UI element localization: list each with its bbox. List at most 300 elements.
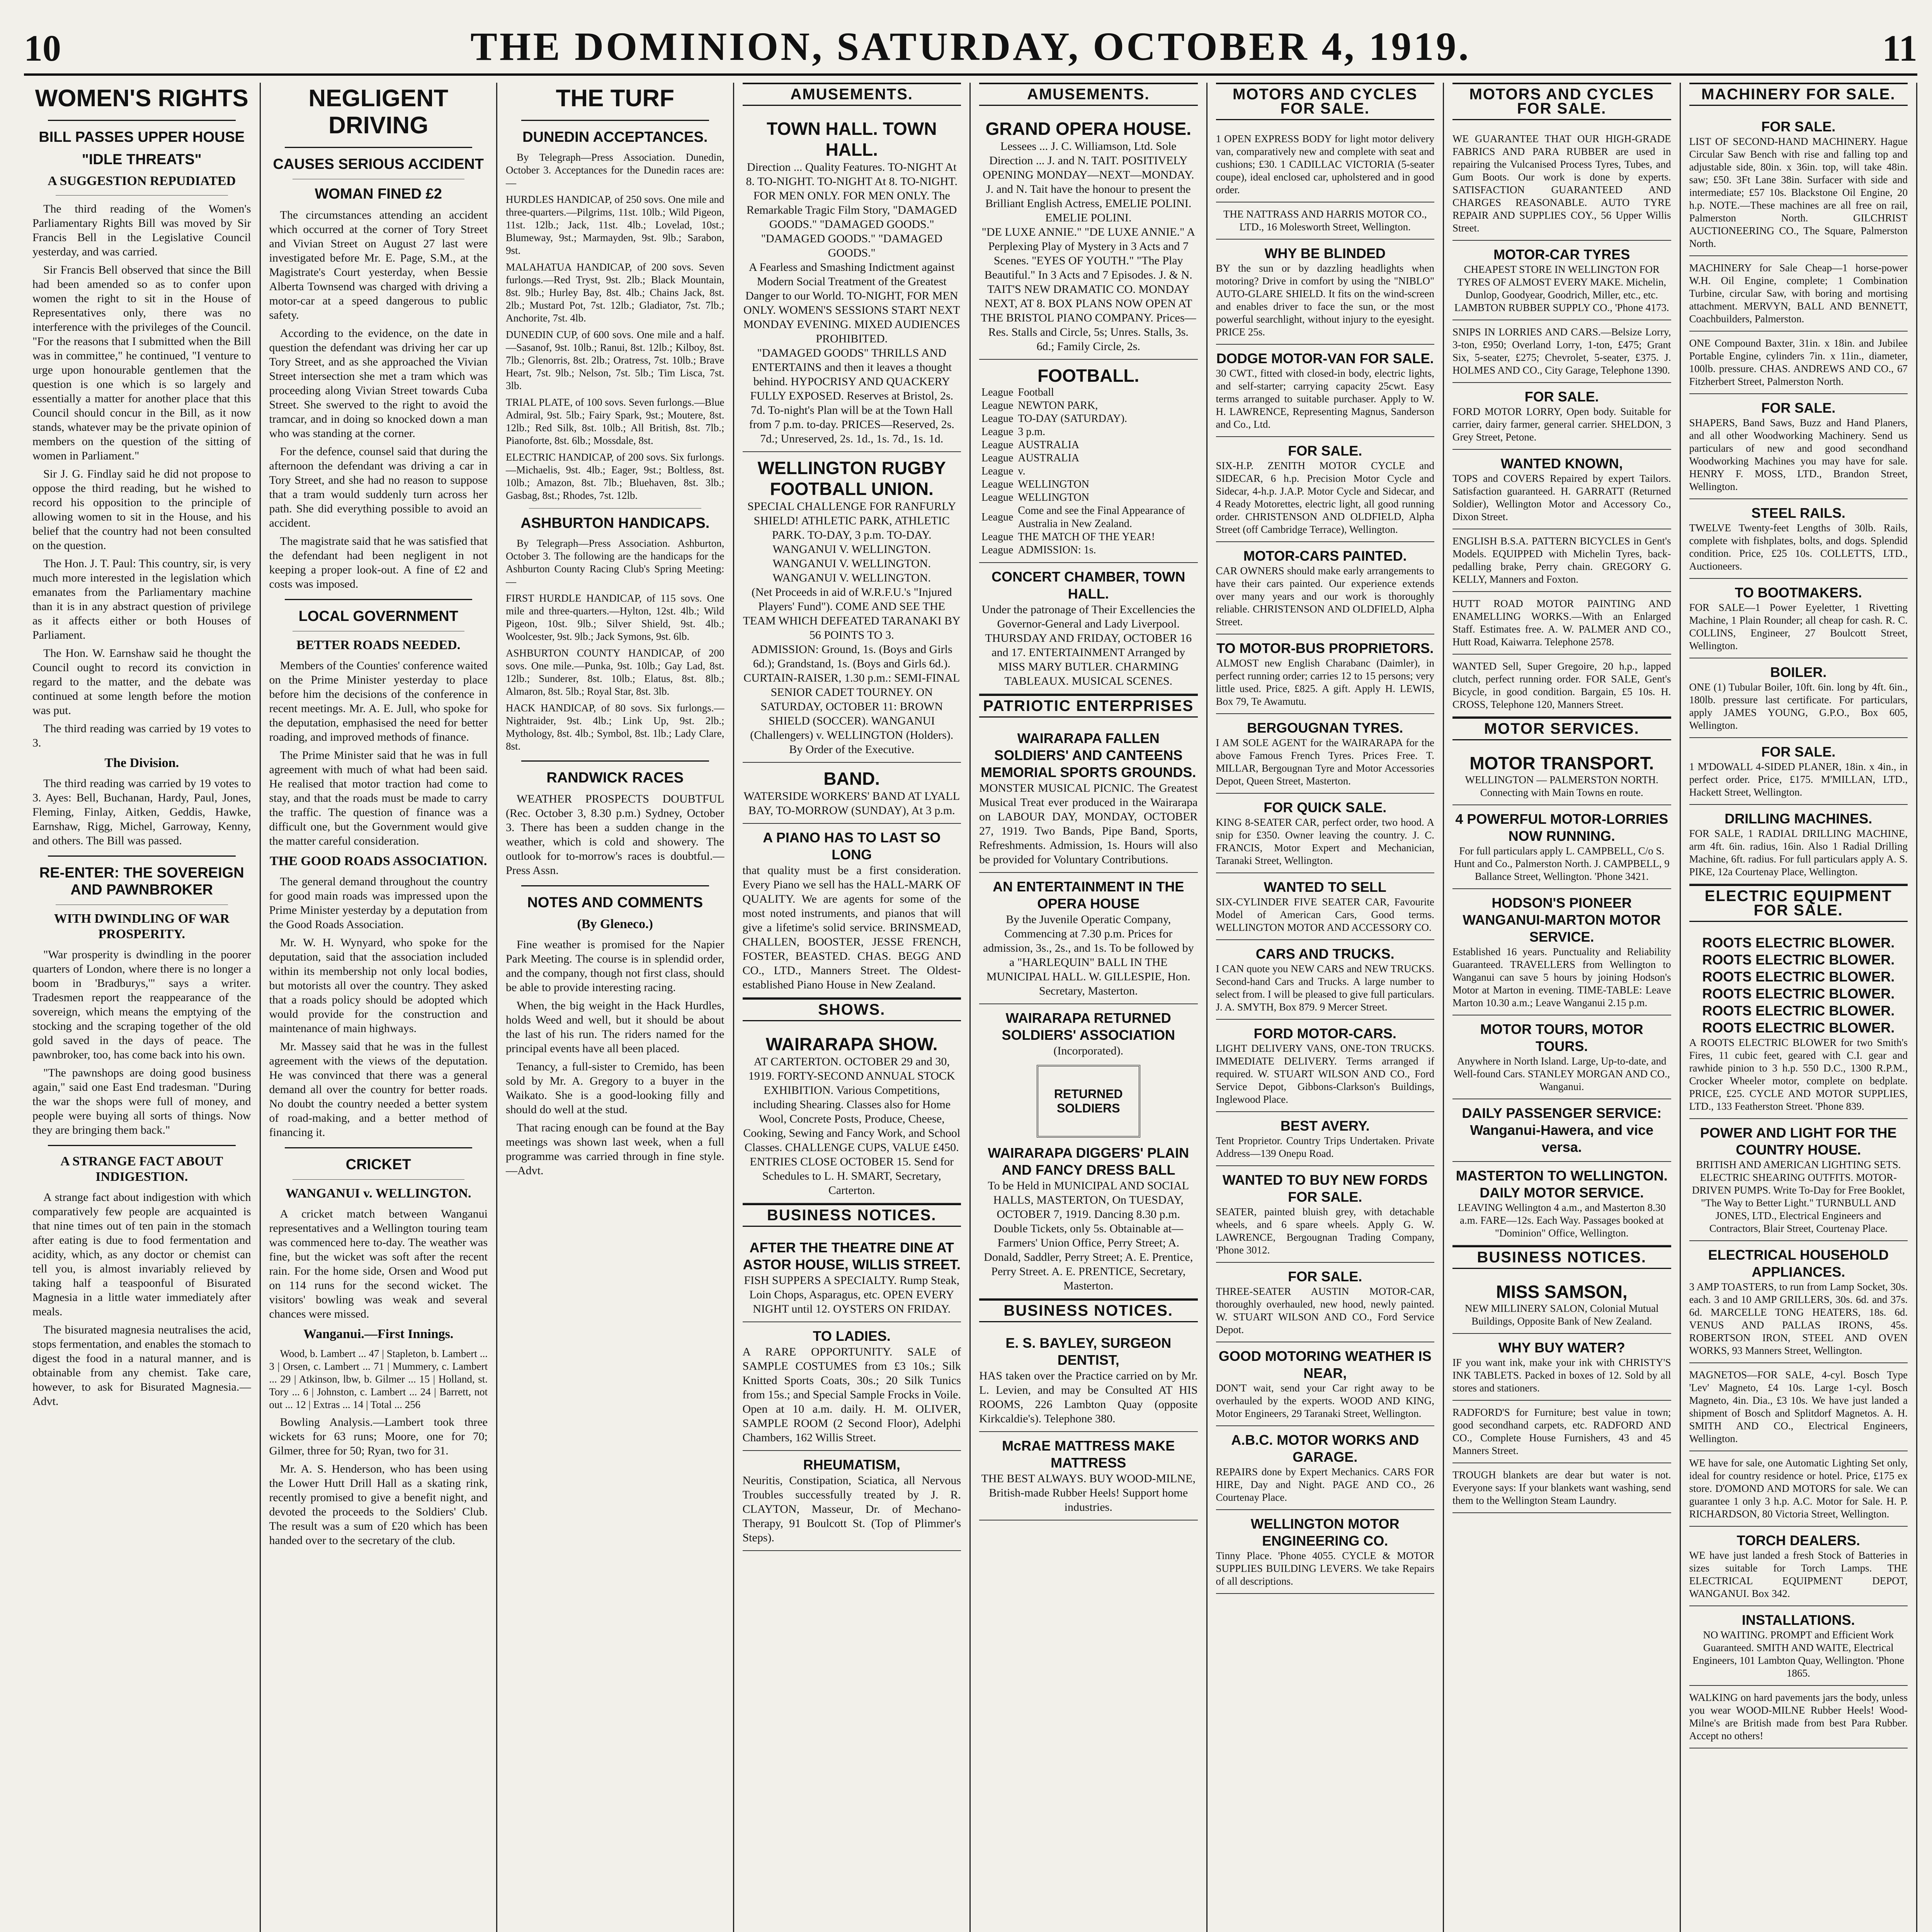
classified-ad: MAGNETOS—FOR SALE, 4-cyl. Bosch Type 'Lev' Magneto, £4 10s. Large 1-cyl. Bosch Magneto, 4in. Dia., £3 10s. We have just landed a shipment of Bosch and Splitdorf Magnetos. A. H. SMITH AND CO., Electrical Engineers, Wellington. — [1689, 1363, 1908, 1451]
article-paragraph: The circumstances attending an accident which occurred at the corner of Tory Street and Vivian Street on August 27 last were investigated before Mr. E. Page, S.M., at the Magistrate's Court yesterday, when Bessie Alberta Townsend was charged with driving a motor-car at a speed dangerous to public safety. — [269, 209, 488, 321]
classified-ad: HUTT ROAD MOTOR PAINTING AND ENAMELLING WORKS.—With an Enlarged Staff. Estimates free. A. W. PALMER AND CO., Hutt Road, Kaiwarra. Telephone 2578. — [1452, 592, 1671, 655]
blower-line: ROOTS ELECTRIC BLOWER. — [1702, 969, 1895, 985]
ad-title: TO MOTOR-BUS PROPRIETORS. — [1216, 640, 1434, 656]
ad-title: CONCERT CHAMBER, TOWN HALL. — [992, 569, 1185, 602]
ad-body: SEATER, painted bluish grey, with detachable wheels, and 6 spare wheels. Apply G. W. LAWRENCE, Bergougnan Trading Company, 'Phone 3012. — [1216, 1206, 1434, 1256]
ad-title: STEEL RAILS. — [1751, 505, 1845, 521]
article-paragraph: The third reading was carried by 19 votes to 3. — [32, 722, 251, 749]
subheading: ASHBURTON HANDICAPS. — [520, 515, 710, 531]
ad-title: POWER AND LIGHT FOR THE COUNTRY HOUSE. — [1700, 1125, 1897, 1158]
article-paragraph: By Telegraph—Press Association. Ashburton, October 3. The following are the handicaps for the Ashburton County Racing Club's Spring Meeting:— — [506, 537, 724, 587]
ad-title: MISS SAMSON, — [1496, 1282, 1628, 1302]
article-paragraph: The magistrate said that he was satisfied that the defendant had been negligent in not keeping a proper look-out. A fine of £2 and costs was imposed. — [269, 535, 488, 590]
article-paragraph: The bisurated magnesia neutralises the acid, stops fermentation, and enables the stomach to digest the food in a natural manner, and is obtainable from any chemist. Take care, however, to ask for Bisurated Magnesia.—Advt. — [32, 1323, 251, 1408]
league-cell: v. — [1018, 465, 1026, 477]
league-row — [979, 425, 1198, 439]
ad-title: FOR SALE. — [1761, 119, 1836, 134]
ad-body: Established 16 years. Punctuality and Reliability Guaranteed. TRAVELLERS from Wellington to Wanganui can save 5 hours by joining Hodson's Motor at Marton in evening. TIME-TABLE: Leave Marton 10.30 a.m.; Leave Wanganui 2.15 p.m. — [1452, 946, 1671, 1009]
classified-ad — [1452, 805, 1671, 889]
classified-ad — [1452, 747, 1671, 805]
rule — [521, 120, 709, 121]
ad-band — [743, 763, 961, 824]
ad-title: BOILER. — [1770, 664, 1827, 680]
headline-negligent-driving: NEGLIGENT DRIVING — [308, 85, 449, 139]
ad-astor-house — [743, 1234, 961, 1322]
section-header-business-notices: BUSINESS NOTICES. — [979, 1299, 1198, 1322]
classified-ad — [1452, 1334, 1671, 1401]
classified-ad — [1216, 1510, 1435, 1594]
article-paragraph: Bowling Analysis.—Lambert took three wickets for 63 runs; Moore, one for 70; Gilmer, three for 50; Ryan, two for 31. — [269, 1416, 488, 1457]
ad-body: SPECIAL CHALLENGE FOR RANFURLY SHIELD! ATHLETIC PARK, ATHLETIC PARK. TO-DAY, 3 p.m. TO-DAY. WANGANUI V. WELLINGTON. WANGANUI V. WELLINGTON. WANGANUI V. WELLINGTON. — [747, 500, 956, 584]
ad-opera-entertainment — [979, 873, 1198, 1004]
ad-body: FOR SALE, 1 RADIAL DRILLING MACHINE, arm 4ft. 6in. radius, 16in. Also 1 Radial Drilling Machine, 6ft. radius. For full particulars apply A. S. PIKE, 12a Courtenay Place, Wellington. — [1689, 828, 1908, 878]
classified-ad: WALKING on hard pavements jars the body, unless you wear WOOD-MILNE Rubber Heels! Wood-Milne's are British made from best Para Rubber. Accept no others! — [1689, 1686, 1908, 1748]
classified-ad — [1452, 889, 1671, 1015]
ad-title: HODSON'S PIONEER WANGANUI-MARTON MOTOR SERVICE. — [1463, 895, 1661, 945]
ad-title: MOTOR TRANSPORT. — [1469, 753, 1654, 773]
league-cell: League — [981, 465, 1014, 477]
ad-wairarapa-show — [743, 1028, 961, 1204]
ad-title: TO LADIES. — [813, 1328, 891, 1344]
blower-line: ROOTS ELECTRIC BLOWER. — [1702, 952, 1895, 968]
ad-returned-soldiers — [979, 1004, 1198, 1299]
crest-emblem-icon: RETURNED SOLDIERS — [1037, 1065, 1140, 1138]
ad-body: SIX-CYLINDER FIVE SEATER CAR, Favourite Model of American Cars, Good terms. WELLINGTON MOTOR AND ACCESSORY CO. — [1216, 896, 1434, 933]
ad-title: A.B.C. MOTOR WORKS AND GARAGE. — [1231, 1432, 1419, 1465]
article-paragraph: Members of the Counties' conference waited on the Prime Minister yesterday to place before him the decisions of the conference in recent meetings. Mr. A. E. Jull, who spoke for the deputation, emphasised the need for better roading, and improved methods of finance. — [269, 659, 488, 743]
league-cell: Football — [1018, 386, 1054, 398]
article-paragraph: By Telegraph—Press Association. Dunedin, October 3. Acceptances for the Dunedin races are:— — [506, 151, 724, 189]
article-paragraph: The Hon. W. Earnshaw said he thought the Council ought to record its conviction in regard to the matter, and the debate was continued at some length before the motion was put. — [32, 647, 251, 717]
subheading: DUNEDIN ACCEPTANCES. — [522, 129, 708, 145]
ad-piano — [743, 824, 961, 998]
ad-body: ADMISSION: Ground, 1s. (Boys and Girls 6d.); Grandstand, 1s. (Boys and Girls 6d.). CURTAIN-RAISER, 1.30 p.m.: SEMI-FINAL SENIOR CADET TOURNEY. ON SATURDAY, OCTOBER 11: BROWN SHIELD (SOCCER). WANGANUI (Challengers) v. WELLINGTON (Holders). By Order of the Executive. — [743, 643, 960, 756]
article-paragraph: Mr. Massey said that he was in the fullest agreement with the views of the deputation. He was convinced that there was a general demand all over the country for better roads. No doubt the country needed a better system of road-making, and a better method of financing it. — [269, 1040, 488, 1139]
ad-body: CHEAPEST STORE IN WELLINGTON FOR TYRES OF ALMOST EVERY MAKE. Michelin, Dunlop, Goodyear, Goodrich, Miller, etc., etc. LAMBTON RUBBER SUPPLY CO., 'Phone 4173. — [1454, 264, 1669, 313]
classified-ad — [1689, 738, 1908, 805]
ad-title: TOWN HALL. TOWN HALL. — [767, 119, 937, 160]
ad-body: WE have just landed a fresh Stock of Batteries in sizes suitable for Torch Lamps. THE ELECTRICAL EQUIPMENT DEPOT, WANGANUI. Box 342. — [1689, 1549, 1908, 1599]
rule — [521, 760, 709, 762]
ad-title: TORCH DEALERS. — [1736, 1532, 1860, 1548]
ad-title: WELLINGTON RUGBY FOOTBALL UNION. — [757, 458, 946, 499]
classified-ad — [1689, 499, 1908, 579]
ad-title: FOR SALE. — [1761, 400, 1836, 416]
headline-local-government: LOCAL GOVERNMENT — [298, 608, 458, 624]
ad-body: For full particulars apply L. CAMPBELL, C/o S. Hunt and Co., Palmerston North. J. CAMPBELL, 9 Ballance Street, Wellington. 'Phone 3421. — [1454, 845, 1670, 882]
ad-dentist — [979, 1329, 1198, 1432]
ad-body: TWELVE Twenty-feet Lengths of 30lb. Rails, complete with fishplates, bolts, and dogs. Splendid condition. Price, £25 10s. COLLETTS, LTD., Auctioneers. — [1689, 522, 1908, 572]
league-cell: League — [981, 452, 1014, 464]
classified-ad: MACHINERY for Sale Cheap—1 horse-power W.H. Oil Engine, complete; 1 Combination Turbine, circular Saw, with boring and mortising attachment. MERVYN, BALL AND BENNETT, Coachbuilders, Palmerston. — [1689, 256, 1908, 332]
article-paragraph: "The pawnshops are doing good business again," said one East End tradesman. "During the war the shops were full of money, and people were buying all sorts of things. Now they are bringing them back." — [32, 1066, 251, 1136]
article-paragraph: Fine weather is promised for the Napier Park Meeting. The course is in splendid order, and the company, though not first class, should be able to provide interesting racing. — [506, 938, 724, 994]
ad-body: (Net Proceeds in aid of W.R.F.U.'s "Injured Players' Fund"). COME AND SEE THE TEAM WHICH DEFEATED TARANAKI BY 56 POINTS TO 3. — [743, 586, 961, 641]
subheading: WANGANUI v. WELLINGTON. — [285, 1186, 471, 1201]
ad-title: FORD MOTOR-CARS. — [1253, 1026, 1396, 1041]
ad-sports-grounds — [979, 724, 1198, 873]
ad-title: INSTALLATIONS. — [1742, 1612, 1855, 1628]
race-entry: MALAHATUA HANDICAP, of 200 sovs. Seven furlongs.—Red Tryst, 9st. 2lb.; Black Mountain, 8st. 9lb.; Hurley Bay, 8st. 4lb.; Chains Jack, 8st. 2lb.; Mustard Pot, 7st. 12lb.; Gladiator, 7st. 7lb.; Anchorite, 7st. 4lb. — [506, 261, 724, 324]
ad-body: SHAPERS, Band Saws, Buzz and Hand Planers, and all other Woodworking Machinery. Send us particulars of new and good secondhand Woodworking Machines you may have for sale. HENRY F. MOSS, LTD., Brandon Street, Wellington. — [1689, 417, 1908, 492]
race-entry: HACK HANDICAP, of 80 sovs. Six furlongs.—Nightraider, 9st. 4lb.; Link Up, 9st. 2lb.; Mythology, 8st. 4lb.; Symbol, 8st. 1lb.; Lady Clare, 8st. — [506, 702, 724, 752]
article-paragraph: A strange fact about indigestion with which comparatively few people are acquainted is that nine times out of ten pain in the stomach after eating is due to food fermentation and acidity, which, as any doctor or chemist can tell you, is almost invariably relieved by taking half a teaspoonful of Bisurated Magnesia in a little water immediately after meals. — [32, 1191, 251, 1318]
league-cell: League — [981, 544, 1014, 556]
ad-title: WHY BUY WATER? — [1498, 1340, 1625, 1355]
ad-body: I CAN quote you NEW CARS and NEW TRUCKS. Second-hand Cars and Trucks. A large number to select from. I will be pleased to give full particulars. J. A. SMYTH, Box 879. 9 Mercer Street. — [1216, 963, 1434, 1013]
ad-body: FISH SUPPERS A SPECIALTY. Rump Steak, Loin Chops, Asparagus, etc. OPEN EVERY NIGHT until 12. OYSTERS ON FRIDAY. — [744, 1274, 960, 1315]
ad-body: REPAIRS done by Expert Mechanics. CARS FOR HIRE, Day and Night. PAGE AND CO., 26 Courtenay Place. — [1216, 1466, 1434, 1503]
section-header-amusements: AMUSEMENTS. — [979, 83, 1198, 106]
classified-ad: 1 OPEN EXPRESS BODY for light motor delivery van, comparatively new and complete with seat and cushions; £30. 1 CADILLAC VICTORIA (5-seater coupe), ideal enclosed car, upholstered and in good order. — [1216, 127, 1435, 202]
league-cell: League — [981, 439, 1014, 451]
ad-body: "DAMAGED GOODS" THRILLS AND ENTERTAINS and then it leaves a thought behind. HYPOCRISY AND QUACKERY FULLY EXPOSED. Reserves at Bristol, 2s. 7d. To-night's Plan will be at the Town Hall from 7 p.m. to-day. PRICES—Reserved, 2s. 7d.; Unreserved, 2s. 1d., 1s. 7d., 1s. 1d. — [749, 347, 954, 445]
subheading: BETTER ROADS NEEDED. — [296, 638, 461, 652]
ad-title: TO BOOTMAKERS. — [1735, 585, 1862, 600]
ad-body: A Fearless and Smashing Indictment against Modern Social Treatment of the Greatest Danger to our World. TO-NIGHT, FOR MEN ONLY. WOMEN'S SESSIONS START NEXT MONDAY EVENING. MIXED AUDIENCES PROHIBITED. — [743, 261, 960, 345]
classified-ad — [1452, 383, 1671, 450]
classified-ad — [1216, 1166, 1435, 1263]
ad-subtitle: (Incorporated). — [1053, 1044, 1124, 1057]
section-header-patriotic: PATRIOTIC ENTERPRISES — [979, 694, 1198, 718]
subheading: THE GOOD ROADS ASSOCIATION. — [270, 854, 487, 868]
ad-body: ALMOST new English Charabanc (Daimler), in perfect running order; carries 12 to 15 persons; very little used. Price, £825. A gift. Apply H. LEWIS, Box 79, Te Awamutu. — [1216, 657, 1434, 707]
ad-mattress — [979, 1432, 1198, 1520]
classified-ad — [1452, 450, 1671, 529]
headline-randwick-races: RANDWICK RACES — [546, 770, 684, 786]
ad-body: 1 M'DOWALL 4-SIDED PLANER, 18in. x 4in., in perfect order. Price, £175. M'MILLAN, LTD., Hackett Street, Wellington. — [1689, 761, 1908, 798]
cricket-scores: Wood, b. Lambert ... 47 | Stapleton, b. Lambert ... 3 | Orsen, c. Lambert ... 71 | Mummery, c. Lambert ... 29 | Atkinson, lbw, b. Gilmer ... 15 | Holland, st. Tory ... 6 | Johnston, c. Lambert ... 24 | Barrett, not out ... 12 | Extras ... 14 | Total ... 256 — [269, 1348, 488, 1410]
race-entry: DUNEDIN CUP, of 600 sovs. One mile and a half.—Sasanof, 9st. 10lb.; Ranui, 8st. 12lb.; Kilboy, 8st. 7lb.; Glenorris, 8st. 2lb.; Oratress, 7st. 10lb.; Brave Heart, 7st. 9lb.; Nelson, 7st. 5lb.; Tim Lisca, 7st. 3lb. — [506, 329, 724, 391]
classified-ad: RADFORD'S for Furniture; best value in town; good secondhand carpets, etc. RADFORD AND CO., Complete House Furnishers, 43 and 45 Manners Street. — [1452, 1401, 1671, 1463]
classified-ad — [1689, 1241, 1908, 1363]
classified-ad — [1689, 1606, 1908, 1686]
ad-body: I AM SOLE AGENT for the WAIRARAPA for the above Famous French Tyres. Prices Free. T. MILLAR, Bergougnan Tyre and Motor Accessories Depot, Queen Street, Masterton. — [1216, 737, 1434, 787]
headline-notes-and-comments: NOTES AND COMMENTS — [527, 895, 703, 911]
ad-title: WAIRARAPA DIGGERS' PLAIN AND FANCY DRESS BALL — [988, 1145, 1189, 1178]
league-row — [979, 386, 1198, 399]
league-row — [979, 491, 1198, 504]
ad-title: DAILY PASSENGER SERVICE: Wanganui-Hawera, and vice versa. — [1462, 1105, 1662, 1155]
ad-body: that quality must be a first consideration. Every Piano we sell has the HALL-MARK OF QUALITY. We are agents for some of the most noted instruments, and pianos that will give a lifetime's solid service. BRINSMEAD, CHALLEN, BOOSTER, JESSE FRENCH, FOSTER, BEASTED. CHAS. BEGG AND CO., LTD., Manners Street. The Oldest-established Piano House in New Zealand. — [742, 864, 961, 991]
league-row — [979, 412, 1198, 425]
newspaper-title: THE DOMINION, SATURDAY, OCTOBER 4, 1919. — [470, 24, 1471, 69]
classified-ad — [1689, 1119, 1908, 1241]
ad-body: AT CARTERTON. OCTOBER 29 and 30, 1919. FORTY-SECOND ANNUAL STOCK EXHIBITION. Various Competitions, including Shearing. Classes also for Home Wool, Concrete Posts, Produce, Cheese, Cooking, Sewing and Fancy Work, and School Classes. CHALLENGE CUPS, VALUE £450. ENTRIES CLOSE OCTOBER 15. Send for Schedules to L. H. SMART, Secretary, Carterton. — [743, 1055, 961, 1197]
subheading: Wanganui.—First Innings. — [303, 1327, 454, 1341]
ad-body: TOPS and COVERS Repaired by expert Tailors. Satisfaction guaranteed. H. GARRATT (Returned Soldier), Wellington Motor and Accessory Co., Dixon Street. — [1452, 473, 1671, 522]
ad-body: HAS taken over the Practice carried on by Mr. L. Levien, and may be Consulted AT HIS ROOMS, 226 Lambton Quay (opposite Kirkcaldie's). Telephone 380. — [979, 1369, 1198, 1425]
column-7 — [1444, 83, 1681, 1932]
ad-title: BEST AVERY. — [1280, 1118, 1370, 1134]
ad-body: Direction ... Quality Features. TO-NIGHT At 8. TO-NIGHT. TO-NIGHT At 8. TO-NIGHT. FOR MEN ONLY. FOR MEN ONLY. The Remarkable Tragic Film Story, "DAMAGED GOODS." "DAMAGED GOODS." "DAMAGED GOODS." "DAMAGED GOODS." — [746, 161, 957, 259]
race-entry: TRIAL PLATE, of 100 sovs. Seven furlongs.—Blue Admiral, 9st. 5lb.; Fairy Spark, 9st.; Moutere, 8st. 12lb.; Red Silk, 8st. 10lb.; All British, 8st. 7lb.; Pianoforte, 8st. 6lb.; Mossdale, 8st. — [506, 396, 724, 446]
classified-ad — [1216, 1426, 1435, 1510]
subheading: A SUGGESTION REPUDIATED — [48, 174, 236, 188]
headline-sovereign: RE-ENTER: THE SOVEREIGN AND PAWNBROKER — [39, 865, 244, 898]
column-1 — [24, 83, 261, 1932]
ad-title: WANTED TO BUY NEW FORDS FOR SALE. — [1222, 1172, 1428, 1205]
classified-ad — [1216, 714, 1435, 794]
ad-title: WAIRARAPA SHOW. — [765, 1034, 938, 1054]
headline-cricket: CRICKET — [345, 1156, 411, 1173]
section-header-business-notices: BUSINESS NOTICES. — [1452, 1246, 1671, 1269]
blower-line: ROOTS ELECTRIC BLOWER. — [1702, 1003, 1895, 1019]
rule — [529, 508, 701, 509]
subheading: The Division. — [104, 756, 179, 770]
league-cell: WELLINGTON — [1018, 492, 1089, 503]
ad-title: FOR SALE. — [1288, 443, 1362, 459]
classified-ad — [1216, 1020, 1435, 1112]
ad-body: IF you want ink, make your ink with CHRISTY'S INK TABLETS. Packed in boxes of 12. Sold by all stores and stationers. — [1452, 1357, 1671, 1394]
column-4 — [734, 83, 971, 1932]
section-header-shows: SHOWS. — [743, 998, 961, 1021]
rule — [56, 195, 228, 196]
ad-body: KING 8-SEATER CAR, perfect order, two hood. A snip for £350. Owner leaving the country. J. C. FRANCIS, Motor Expert and Mechanician, Taranaki Street, Wellington. — [1216, 816, 1434, 866]
race-entry: FIRST HURDLE HANDICAP, of 115 sovs. One mile and three-quarters.—Hylton, 12st. 4lb.; Wild Pigeon, 10st. 9lb.; Silver Shield, 9st. 4lb.; Woolcester, 9st. 9lb.; Jack Symons, 9st. 6lb. — [506, 592, 724, 642]
classified-ad — [1216, 345, 1435, 437]
blower-line: ROOTS ELECTRIC BLOWER. — [1702, 935, 1895, 951]
league-row — [979, 531, 1198, 544]
classified-ad — [1216, 1342, 1435, 1426]
column-8 — [1681, 83, 1918, 1932]
classified-ad: ONE Compound Baxter, 31in. x 18in. and Jubilee Portable Engine, cylinders 7in. x 11in., diameter, 100lb. pressure. CHAS. ANDREWS AND CO., 67 Fitzherbert Street, Palmerston North. — [1689, 332, 1908, 394]
subheading: WITH DWINDLING OF WAR PROSPERITY. — [54, 912, 230, 941]
ad-title: RHEUMATISM, — [803, 1457, 900, 1473]
section-header-machinery: MACHINERY FOR SALE. — [1689, 83, 1908, 106]
ad-title: MOTOR-CAR TYRES — [1493, 247, 1630, 262]
league-row — [979, 465, 1198, 478]
classified-ad — [1689, 113, 1908, 256]
ad-title: MOTOR-CARS PAINTED. — [1243, 548, 1407, 564]
classified-ad — [1689, 579, 1908, 658]
ad-town-hall — [743, 113, 961, 452]
ad-body: LIGHT DELIVERY VANS, ONE-TON TRUCKS. IMMEDIATE DELIVERY. Terms arranged if required. W. STUART WILSON AND CO., Ford Service Depot, Gibbons-Clarkson's Buildings, Inglewood Place. — [1216, 1043, 1434, 1105]
article-paragraph: Mr. W. H. Wynyard, who spoke for the deputation, said that the association included within its membership not only local bodies, but motorists all over the country. They asked that a roads policy should be adopted which would provide for the construction and maintenance of main highways. — [269, 936, 488, 1035]
classified-ad — [1216, 634, 1435, 714]
classified-ad: ENGLISH B.S.A. PATTERN BICYCLES in Gent's Models. EQUIPPED with Michelin Tyres, back-pedalling brake, Perry chain. GREGORY G. KELLY, Manners and Foxton. — [1452, 529, 1671, 592]
league-cell: League — [981, 413, 1014, 425]
ad-concert-chamber — [979, 563, 1198, 694]
ad-body: FORD MOTOR LORRY, Open body. Suitable for carrier, dairy farmer, general carrier. SHELDON, 3 Grey Street, Petone. — [1452, 406, 1671, 443]
race-entry: ELECTRIC HANDICAP, of 200 sovs. Six furlongs.—Michaelis, 9st. 4lb.; Eager, 9st.; Boltless, 8st. 10lb.; Amazon, 8st. 7lb.; Bluehaven, 8st. 3lb.; Gasbag, 8st.; Rhodes, 7st. 12lb. — [506, 451, 724, 501]
ad-body: WELLINGTON — PALMERSTON NORTH. Connecting with Main Towns en route. — [1465, 774, 1658, 798]
league-cell: League — [981, 426, 1014, 438]
ad-title: GOOD MOTORING WEATHER IS NEAR, — [1218, 1348, 1432, 1381]
page-number: 11 — [1882, 27, 1917, 69]
league-cell: ADMISSION: 1s. — [1018, 544, 1096, 556]
ad-body: WATERSIDE WORKERS' BAND AT LYALL BAY, TO-MORROW (SUNDAY), At 3 p.m. — [743, 790, 960, 817]
league-cell: 3 p.m. — [1018, 426, 1046, 438]
newspaper-page — [24, 23, 1917, 1932]
column-3 — [497, 83, 734, 1932]
classified-ad — [1216, 1112, 1435, 1166]
blower-line: ROOTS ELECTRIC BLOWER. — [1702, 1020, 1895, 1036]
ad-title: WAIRARAPA FALLEN SOLDIERS' AND CANTEENS MEMORIAL SPORTS GROUNDS. — [981, 730, 1196, 780]
article-paragraph: Sir J. G. Findlay said he did not propose to oppose the third reading, but he wished to record his opposition to the principle of allowing women to sit in the House, and his belief that the country had not been consulted on the question. — [32, 468, 251, 552]
classified-ad — [1689, 929, 1908, 1119]
league-cell: TO-DAY (SATURDAY). — [1018, 413, 1128, 425]
ad-body: NEW MILLINERY SALON, Colonial Mutual Buildings, Opposite Bank of New Zealand. — [1464, 1303, 1659, 1327]
article-paragraph: Sir Francis Bell observed that since the Bill had been amended so as to confer upon women the right to sit in the House of Representatives only, there was no interference with the privileges of the Council. "For the reasons that I submitted when the Bill was in committee," he continued, "I venture to urge upon honourable gentlemen that the question is one which is so largely and essentially a matter for another place that this Council should concur in the Bill, as it now stands, whatever may be the private opinion of members on the question of the sitting of women in Parliament." — [32, 264, 251, 462]
league-cell: THE MATCH OF THE YEAR! — [1018, 531, 1155, 543]
article-paragraph: That racing enough can be found at the Bay meetings was shown last week, when a full programme was carried through in fine style.—Advt. — [506, 1121, 724, 1177]
ad-body: By the Juvenile Operatic Company, Commencing at 7.30 p.m. Prices for admission, 3s., 2s., and 1s. To be followed by a "HARLEQUIN" BALL IN THE MUNICIPAL HALL. W. GILLESPIE, Hon. Secretary, Masterton. — [983, 913, 1194, 997]
rule — [48, 1145, 236, 1146]
ad-title: BAND. — [823, 769, 880, 789]
ad-body: Tent Proprietor. Country Trips Undertaken. Private Address—139 Onepu Road. — [1216, 1135, 1434, 1159]
ad-title: DODGE MOTOR-VAN FOR SALE. — [1216, 350, 1434, 366]
blower-line: ROOTS ELECTRIC BLOWER. — [1702, 986, 1895, 1002]
classified-ad — [1216, 940, 1435, 1020]
section-header-motors: MOTORS AND CYCLES FOR SALE. — [1216, 83, 1435, 120]
ad-title: WANTED TO SELL — [1264, 879, 1386, 895]
column-5 — [971, 83, 1208, 1932]
ad-body: SIX-H.P. ZENITH MOTOR CYCLE and SIDECAR, 6 h.p. Precision Motor Cycle and Sidecar, 4-h.p. J.A.P. Motor Cycle and Sidecar, and 4 Ready Motorettes, electric light, all good running order. CHRISTENSON AND OLDFIELD, Alpha Street (off Cambridge Terrace), Wellington. — [1216, 460, 1434, 535]
rule — [48, 855, 236, 857]
article-paragraph: The third reading was carried by 19 votes to 3. Ayes: Bell, Buchanan, Hardy, Paul, Jones, Fleming, Finlay, Aitken, Geddis, Hawke, Earnshaw, Rigg, Michel, Garroway, Kenny, and others. The Bill was passed. — [32, 777, 251, 847]
ad-title: MOTOR TOURS, MOTOR TOURS. — [1480, 1021, 1643, 1054]
league-cell: League — [981, 492, 1014, 503]
classified-ad: WE GUARANTEE THAT OUR HIGH-GRADE FABRICS AND PARA RUBBER are used in repairing the Vulcanised Process Tyres, Tubes, and Gum Boots. Our work is done by experts. SATISFACTION GUARANTEED AND CHARGES REASONABLE. AUTO TYRE REPAIR AND SUPPLIES COY., 56 Upper Willis Street. — [1452, 127, 1671, 241]
ad-title: FOR QUICK SALE. — [1264, 799, 1387, 815]
article-paragraph: When, the big weight in the Hack Hurdles, holds Weed and well, but it should be about the last of his run. The riders named for the principal events have all been placed. — [506, 999, 724, 1055]
classified-ad — [1216, 542, 1435, 634]
ad-body: LEAVING Wellington 4 a.m., and Masterton 8.30 a.m. FARE—12s. Each Way. Passages booked at "Dominion" Office, Wellington. — [1458, 1202, 1666, 1239]
league-cell: League — [981, 511, 1014, 523]
classified-ad — [1216, 873, 1435, 940]
subheading: BILL PASSES UPPER HOUSE — [39, 129, 245, 145]
ad-body: DON'T wait, send your Car right away to be overhauled by the experts. WOOD AND KING, Motor Engineers, 29 Taranaki Street, Wellington. — [1216, 1382, 1434, 1419]
ad-title: CARS AND TRUCKS. — [1255, 946, 1395, 962]
ad-body: FOR SALE—1 Power Eyeletter, 1 Rivetting Machine, 1 Plain Rounder; all cheap for cash. R. C. COLLINS, Engineer, 27 Boulcott Street, Wellington. — [1689, 602, 1908, 651]
ad-title: A PIANO HAS TO LAST SO LONG — [763, 830, 941, 862]
rule — [293, 1179, 465, 1180]
classified-ad: THE NATTRASS AND HARRIS MOTOR CO., LTD., 16 Molesworth Street, Wellington. — [1216, 202, 1435, 240]
rule — [285, 1147, 473, 1148]
league-row — [979, 544, 1198, 557]
ad-body: A RARE OPPORTUNITY. SALE of SAMPLE COSTUMES from £3 10s.; Silk Knitted Sports Coats, 30s.; 20 Silk Tunics from 15s.; and Special Sample Frocks in Voile. Open at 10 a.m. daily. H. M. OLIVER, SAMPLE ROOM (2 Second Floor), Adelphi Chambers, 162 Willis Street. — [742, 1345, 961, 1444]
classified-ad — [1452, 1015, 1671, 1099]
ad-body: Tinny Place. 'Phone 4055. CYCLE & MOTOR SUPPLIES BUILDING LEVERS. We take Repairs of all descriptions. — [1216, 1550, 1434, 1587]
column-2 — [261, 83, 498, 1932]
race-entry: HURDLES HANDICAP, of 250 sovs. One mile and three-quarters.—Pilgrims, 11st. 10lb.; Wild Pigeon, 11st. 12lb.; Jack, 11st. 4lb.; Lovelad, 10st.; Blumeway, 9st.; Marmayden, 9st. 9lb.; Sarabon, 9st. — [506, 194, 724, 256]
classified-ad — [1689, 394, 1908, 499]
article-paragraph: "War prosperity is dwindling in the poorer quarters of London, where there is no longer a boom in 'Bradburys,'" says a writer. Tradesmen report the reappearance of the sovereign, which means the emptying of the stocking and the scraping together of the old gold saved in the days of peace. The pawnbroker, too, has come back into his own. — [32, 948, 251, 1061]
subheading: WOMAN FINED £2 — [315, 186, 442, 202]
ad-body: "DE LUXE ANNIE." "DE LUXE ANNIE." A Perplexing Play of Mystery in 3 Acts and 7 Scenes. "EYES OF YOUTH." "The Play Beautiful." In 3 Acts and 7 Episodes. J. & N. TAIT'S NEW DRAMATIC CO. MONDAY NEXT, AT 8. BOX PLANS NOW OPEN AT THE BRISTOL PIANO COMPANY. Prices—Res. Stalls and Circle, 5s; Unres. Stalls, 3s. 6d.; Family Circle, 2s. — [980, 226, 1196, 353]
league-cell: League — [981, 386, 1014, 398]
section-header-business-notices: BUSINESS NOTICES. — [743, 1204, 961, 1227]
section-header-electric-equipment: ELECTRIC EQUIPMENT FOR SALE. — [1689, 884, 1908, 922]
article-paragraph: The general demand throughout the country for good main roads was impressed upon the Prime Minister yesterday by a deputation from the Good Roads Association. — [269, 875, 488, 931]
league-table-body — [979, 386, 1198, 557]
ad-title: McRAE MATTRESS MAKE MATTRESS — [1002, 1438, 1175, 1471]
ad-title: WAIRARAPA RETURNED SOLDIERS' ASSOCIATION — [1002, 1010, 1175, 1043]
headline-indigestion: A STRANGE FACT ABOUT INDIGESTION. — [60, 1154, 223, 1184]
ad-title: DRILLING MACHINES. — [1725, 811, 1872, 827]
classified-ad — [1216, 794, 1435, 873]
subheading: "IDLE THREATS" — [82, 151, 202, 168]
classified-ad — [1216, 1263, 1435, 1342]
byline: (By Gleneco.) — [577, 917, 653, 931]
ad-body: ONE (1) Tubular Boiler, 10ft. 6in. long by 4ft. 6in., 180lb. pressure last certificate. For particulars, apply JAMES YOUNG, G.P.O., Box 605, Wellington. — [1689, 681, 1908, 731]
ad-title: BERGOUGNAN TYRES. — [1247, 720, 1403, 736]
ad-body: A ROOTS ELECTRIC BLOWER for two Smith's Fires, 11 cubic feet, geared with C.I. gear and rawhide pinion to 3 h.p. 550 D.C., 1300 R.P.M., Crocker Wheeler motor, complete on bedplate. PRICE, £25. CYCLE AND MOTOR SUPPLIES, LTD., 133 Featherston Street. 'Phone 839. — [1689, 1037, 1908, 1112]
ad-body: THREE-SEATER AUSTIN MOTOR-CAR, thoroughly overhauled, new hood, newly painted. W. STUART WILSON AND CO., Ford Service Depot. — [1216, 1286, 1434, 1335]
ad-title: AFTER THE THEATRE DINE AT ASTOR HOUSE, WILLIS STREET. — [743, 1240, 961, 1272]
league-cell: NEWTON PARK, — [1018, 400, 1098, 412]
classified-ad: TROUGH blankets are dear but water is not. Everyone says: If your blankets want washing, send them to the Wellington Steam Laundry. — [1452, 1463, 1671, 1513]
ad-title: GRAND OPERA HOUSE. — [985, 119, 1191, 139]
classified-ad — [1452, 1276, 1671, 1334]
rule — [48, 120, 236, 121]
ad-body: Neuritis, Constipation, Sciatica, all Nervous Troubles successfully treated by J. R. CLAYTON, Masseur, Dr. of Mechano-Therapy, 91 Boulcott St. (Top of Plimmer's Steps). — [742, 1474, 961, 1544]
ad-title: FOR SALE. — [1761, 744, 1836, 760]
classified-ad — [1689, 1527, 1908, 1606]
rule — [521, 885, 709, 886]
headline-womens-rights: WOMEN'S RIGHTS — [35, 85, 248, 112]
ad-body: Anywhere in North Island. Large, Up-to-date, and Well-found Cars. STANLEY MORGAN AND CO., Wanganui. — [1453, 1055, 1670, 1092]
league-cell: League — [981, 531, 1014, 543]
article-paragraph: The Hon. J. T. Paul: This country, sir, is very much more interested in the legislation which emanates from the Parliamentary machine than it is in any abstract question of privilege as it affects either or both Houses of Parliament. — [32, 557, 251, 641]
ad-title: FOOTBALL. — [1037, 366, 1139, 386]
ad-title: E. S. BAYLEY, SURGEON DENTIST, — [1005, 1335, 1172, 1368]
article-paragraph: A cricket match between Wanganui representatives and a Wellington touring team was commenced here to-day. The weather was fine, but the wicket was soft after the recent rain. For the home side, Orsen and Wood put on 114 runs for the second wicket. The visitors' bowling was weak and several chances were missed. — [269, 1208, 488, 1320]
column-6 — [1208, 83, 1444, 1932]
classified-ad — [1216, 437, 1435, 542]
classified-ad: WANTED Sell, Super Gregoire, 20 h.p., lapped clutch, perfect running order. FOR SALE, Gent's Bicycle, in good condition. Bargain, £5 10s. H. CROSS, Telephone 120, Manners Street. — [1452, 655, 1671, 717]
classified-ad — [1452, 1099, 1671, 1162]
ad-to-ladies — [743, 1322, 961, 1451]
ad-title: WELLINGTON MOTOR ENGINEERING CO. — [1250, 1516, 1400, 1549]
ad-grand-opera-house — [979, 113, 1198, 360]
article-paragraph: Tenancy, a full-sister to Cremido, has been sold by Mr. A. Gregory to a buyer in the Waikato. She is a good-looking filly and should do well at the stud. — [506, 1060, 724, 1116]
ad-body: 30 CWT., fitted with closed-in body, electric lights, and self-starter; carrying capacity 25cwt. Easy terms arranged to suitable purchaser. Apply to W. H. LAWRENCE, Representing Magnus, Sanderson and Co., Ltd. — [1216, 367, 1434, 430]
league-cell: Come and see the Final Appearance of Australia in New Zealand. — [1018, 505, 1185, 530]
ad-rugby-union — [743, 452, 961, 763]
ad-body: THE BEST ALWAYS. BUY WOOD-MILNE, British-made Rubber Heels! Support home industries. — [981, 1472, 1196, 1514]
ad-body: BRITISH AND AMERICAN LIGHTING SETS. ELECTRIC SHEARING OUTFITS. MOTOR-DRIVEN PUMPS. Write To-Day for Free Booklet, "The Way to Better Light." TURNBULL AND JONES, LTD., Electrical Engineers and Contractors, Blair Street, Courtenay Place. — [1692, 1159, 1905, 1234]
rule — [285, 599, 473, 600]
league-row — [979, 399, 1198, 412]
article-paragraph: WEATHER PROSPECTS DOUBTFUL (Rec. October 3, 8.30 p.m.) Sydney, October 3. There has been a sudden change in the weather, which is cold and showery. The outlook for to-morrow's races is doubtful.—Press Assn. — [506, 793, 724, 877]
article-paragraph: According to the evidence, on the date in question the defendant was driving her car up Tory Street, and as she approached the Vivian Street intersection she met a tram which was proceeding along Vivian Street towards Cuba Street. She swerved to the right to avoid the tramcar, and in doing so knocked down a man who was standing at the corner. — [269, 327, 488, 440]
league-row — [979, 439, 1198, 452]
ad-title: WHY BE BLINDED — [1264, 245, 1386, 261]
league-row — [979, 504, 1198, 531]
blower-list — [1689, 934, 1908, 1036]
ad-body: Under the patronage of Their Excellencies the Governor-General and Lady Liverpool. THURSDAY AND FRIDAY, OCTOBER 16 and 17. ENTERTAINMENT Arranged by MISS MARY BUTLER. CHARMING TABLEAUX. MUSICAL SCENES. — [981, 603, 1196, 687]
league-cell: League — [981, 400, 1014, 412]
ad-body: MONSTER MUSICAL PICNIC. The Greatest Musical Treat ever produced in the Wairarapa on LABOUR DAY, MONDAY, OCTOBER 27, 1919. Two Bands, Pipe Band, Sports, Refreshments. Admission, 1s. Hours will also be provided for Voluntary Contributions. — [979, 782, 1198, 866]
article-paragraph: For the defence, counsel said that during the afternoon the defendant was driving a car in Tory Street, and she had no reason to suppose that a tram would suddenly turn across her path. She did everything possible to avoid an accident. — [269, 445, 488, 529]
page-columns — [24, 83, 1917, 1932]
classified-ad: SNIPS IN LORRIES AND CARS.—Belsize Lorry, 3-ton, £950; Overland Lorry, 1-ton, £475; Grant Six, 5-seater, £275; Chevrolet, 5-seater, £375. J. HOLMES AND CO., City Garage, Telephone 1390. — [1452, 320, 1671, 383]
ad-title: ELECTRICAL HOUSEHOLD APPLIANCES. — [1708, 1247, 1889, 1280]
league-cell: AUSTRALIA — [1018, 452, 1080, 464]
league-cell: WELLINGTON — [1018, 478, 1089, 490]
classified-ad — [1452, 241, 1671, 320]
league-row — [979, 478, 1198, 491]
ad-body: To be Held in MUNICIPAL AND SOCIAL HALLS, MASTERTON, On TUESDAY, OCTOBER 7, 1919. Dancing 8.30 p.m. Double Tickets, only 5s. Obtainable at—Farmers' Union Office, Perry Street; A. Donald, Saddler, Perry Street; A. E. Prentice, Perry Street. A. E. PRENTICE, Secretary, Masterton. — [984, 1179, 1193, 1292]
ad-title: AN ENTERTAINMENT IN THE OPERA HOUSE — [993, 879, 1184, 912]
classified-ad — [1216, 240, 1435, 345]
classified-ad: WE have for sale, one Automatic Lighting Set only, ideal for country residence or hotel. Price, £175 ex store. D'OMOND AND MOTORS for sale. We can guarantee 1 only 3 h.p. A.C. Motor for Sale. H. P. RICHARDSON, 80 Victoria Street, Wellington. — [1689, 1451, 1908, 1527]
article-paragraph: The third reading of the Women's Parliamentary Rights Bill was moved by Sir Francis Bell in the Legislative Council yesterday, and was carried. — [32, 202, 251, 258]
rule — [285, 147, 473, 148]
ad-title: FOR SALE. — [1524, 389, 1599, 405]
